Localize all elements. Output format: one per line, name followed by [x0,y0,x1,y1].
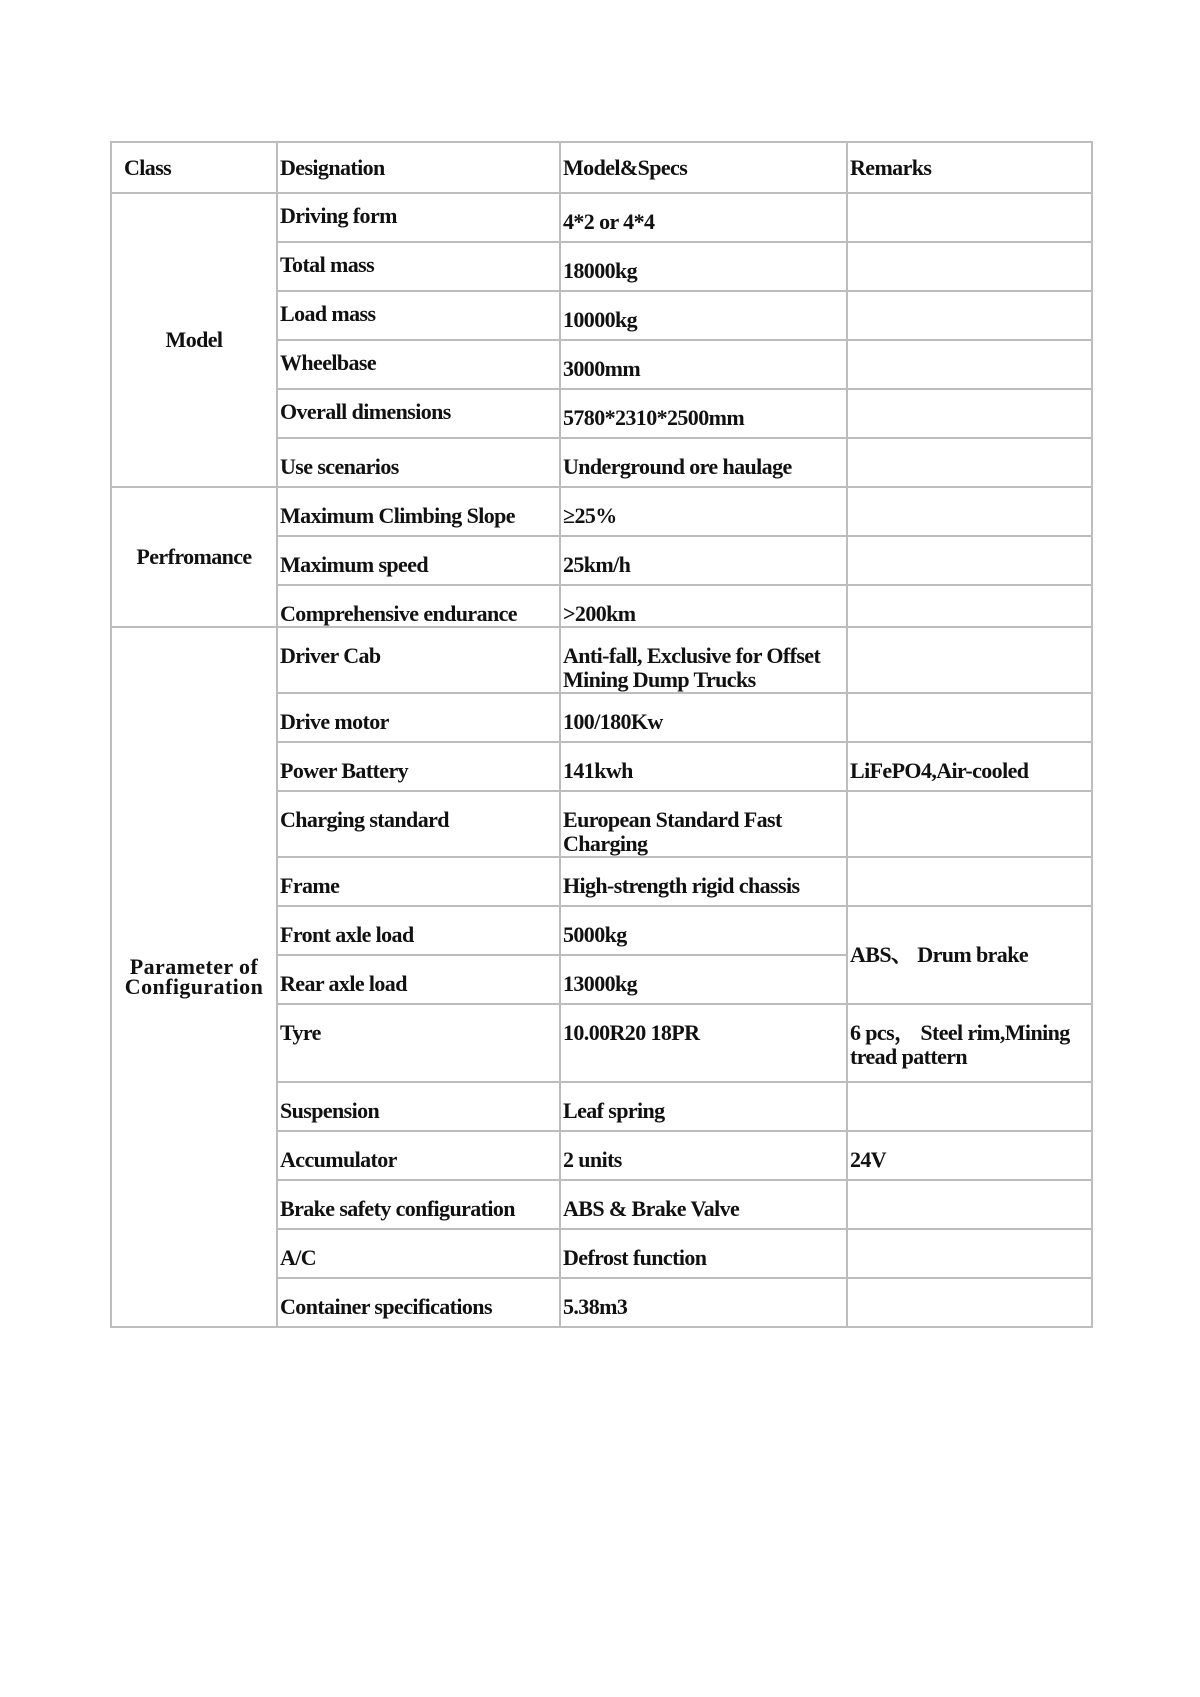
remark-cell [847,242,1092,291]
spec-cell: 3000mm [560,340,847,389]
remark-cell [847,1278,1092,1327]
remark-cell [847,340,1092,389]
designation-cell: Overall dimensions [277,389,560,438]
designation-cell: Brake safety configuration [277,1180,560,1229]
spec-cell: >200km [560,585,847,627]
header-class: Class [111,142,277,193]
spec-cell: 2 units [560,1131,847,1180]
designation-cell: Driver Cab [277,627,560,693]
remark-cell [847,627,1092,693]
remark-cell [847,487,1092,536]
table-row [111,487,1092,536]
designation-cell: Suspension [277,1082,560,1131]
spec-cell: 13000kg [560,955,847,1004]
spec-cell: ≥25% [560,487,847,536]
remark-cell [847,389,1092,438]
designation-cell: Wheelbase [277,340,560,389]
remark-cell [847,1180,1092,1229]
table-row [111,627,1092,693]
header-designation: Designation [277,142,560,193]
designation-cell: Use scenarios [277,438,560,487]
group-configuration [111,627,277,1327]
remark-cell [847,585,1092,627]
remark-cell [847,857,1092,906]
header-remarks: Remarks [847,142,1092,193]
spec-cell: European Standard Fast Charging [560,791,847,857]
remark-cell [847,693,1092,742]
spec-cell: 25km/h [560,536,847,585]
designation-cell: Rear axle load [277,955,560,1004]
group-configuration-line2: Configuration [124,974,264,999]
designation-cell: Front axle load [277,906,560,955]
designation-cell: Total mass [277,242,560,291]
designation-cell: A/C [277,1229,560,1278]
designation-cell: Power Battery [277,742,560,791]
spec-cell: 141kwh [560,742,847,791]
spec-cell: Anti-fall, Exclusive for Offset Mining Dump Trucks [560,627,847,693]
spec-cell: High-strength rigid chassis [560,857,847,906]
designation-cell: Load mass [277,291,560,340]
spec-cell: 5000kg [560,906,847,955]
spec-cell: 4*2 or 4*4 [560,193,847,242]
spec-cell: 10.00R20 18PR [560,1004,847,1082]
remark-cell: 6 pcs， Steel rim,Mining tread pattern [847,1004,1092,1082]
spec-cell: Underground ore haulage [560,438,847,487]
table-row [111,193,1092,242]
spec-cell: Leaf spring [560,1082,847,1131]
spec-cell: 5780*2310*2500mm [560,389,847,438]
designation-cell: Comprehensive endurance [277,585,560,627]
remark-cell [847,536,1092,585]
remark-cell [847,1229,1092,1278]
spec-table [110,141,1093,1328]
designation-cell: Maximum Climbing Slope [277,487,560,536]
designation-cell: Container specifications [277,1278,560,1327]
header-model-specs: Model&Specs [560,142,847,193]
remark-cell-merged: ABS、 Drum brake [847,906,1092,1004]
designation-cell: Driving form [277,193,560,242]
remark-cell: LiFePO4,Air-cooled [847,742,1092,791]
table-header-row [111,142,1092,193]
remark-cell [847,291,1092,340]
spec-cell: 10000kg [560,291,847,340]
group-configuration-line1: Parameter of [129,954,259,979]
designation-cell: Accumulator [277,1131,560,1180]
spec-cell: 18000kg [560,242,847,291]
spec-cell: 100/180Kw [560,693,847,742]
remark-cell [847,1082,1092,1131]
designation-cell: Frame [277,857,560,906]
group-model: Model [111,193,277,487]
remark-cell [847,438,1092,487]
group-performance: Perfromance [111,487,277,627]
spec-cell: ABS & Brake Valve [560,1180,847,1229]
remark-cell [847,791,1092,857]
designation-cell: Maximum speed [277,536,560,585]
spec-cell: 5.38m3 [560,1278,847,1327]
designation-cell: Charging standard [277,791,560,857]
remark-cell [847,193,1092,242]
remark-cell: 24V [847,1131,1092,1180]
designation-cell: Drive motor [277,693,560,742]
designation-cell: Tyre [277,1004,560,1082]
spec-cell: Defrost function [560,1229,847,1278]
